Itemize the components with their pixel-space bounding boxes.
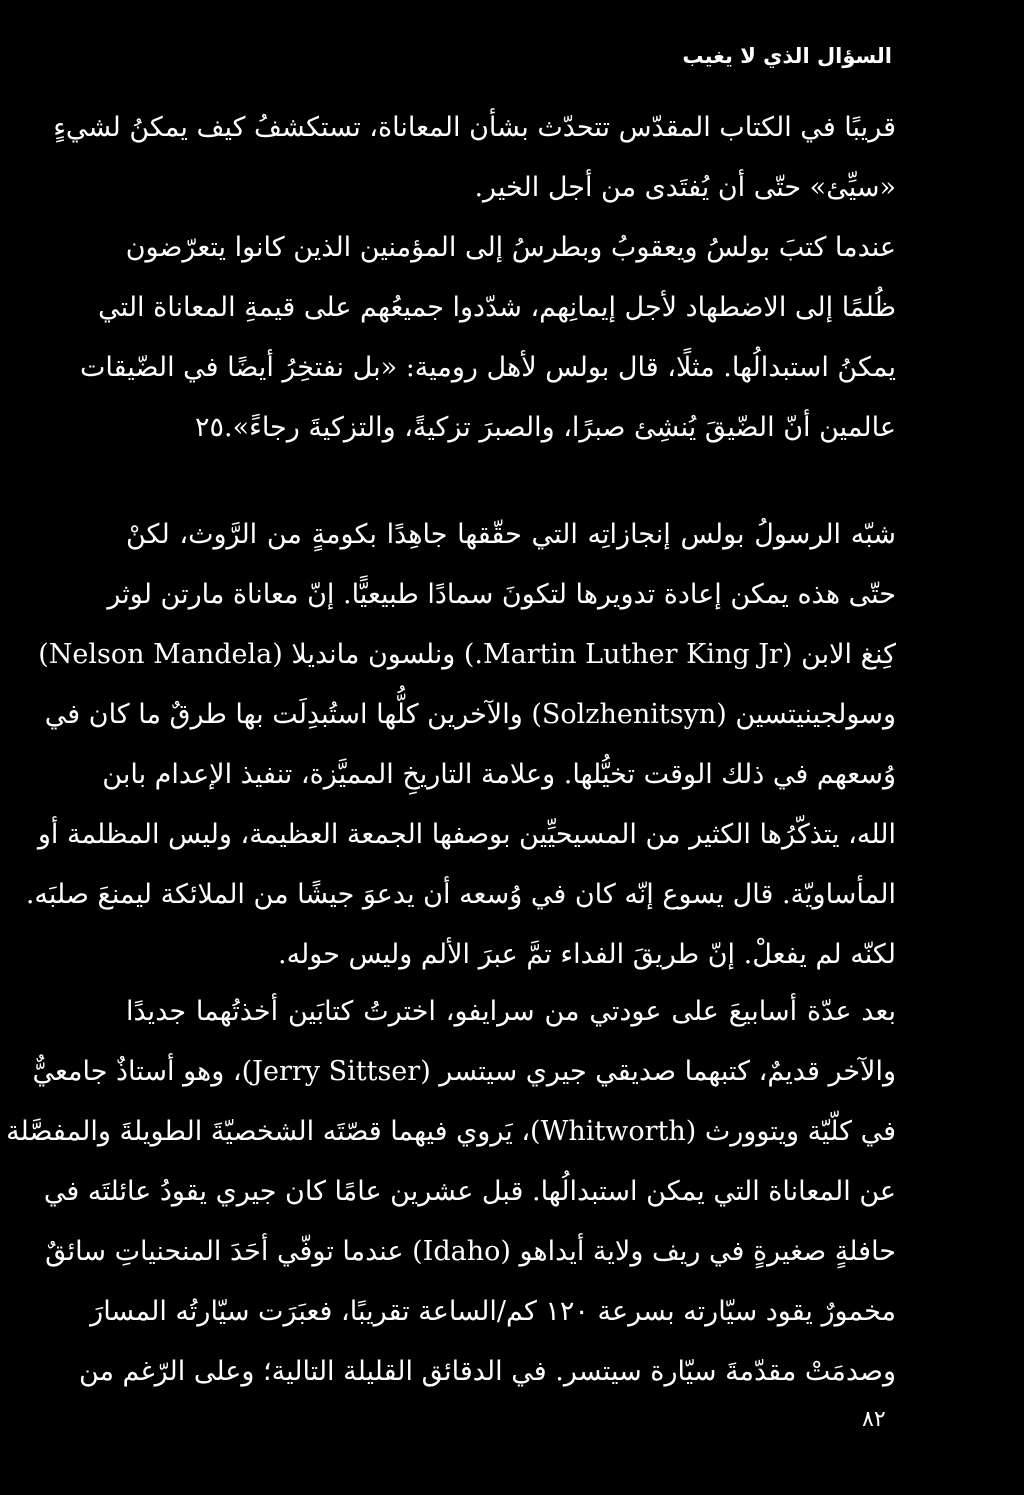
paragraph-3: [6, 982, 896, 1402]
text-line: والآخر قديمٌ، كتبهما صديقي جيري سيتسر (Jerry Sittser)، وهو أستاذٌ جامعيٌّ: [32, 1056, 896, 1087]
text-line: عندما كتبَ بولسُ ويعقوبُ وبطرسُ إلى المؤمنين الذين كانوا يتعرّضون: [125, 232, 896, 263]
text-line: عالمين أنّ الضّيقَ يُنشِئ صبرًا، والصبرَ تزكيةً، والتزكيةَ رجاءً».٢٥: [195, 412, 896, 443]
paragraph-2: [25, 505, 896, 985]
text-line: بعد عدّة أسابيعَ على عودتي من سرايفو، اخترتُ كتابَين أخذتُهما جديدًا: [126, 996, 896, 1027]
text-line: وسولجينيتسين (Solzhenitsyn) والآخرين كلُّها استُبدِلَت بها طرقٌ ما كان في: [44, 699, 896, 730]
text-line: شبّه الرسولُ بولس إنجازاتِه التي حقّقها جاهِدًا بكومةٍ من الرَّوث، لكنْ: [126, 519, 896, 550]
text-line: مخمورٌ يقود سيّارته بسرعة ١٢٠ كم/الساعة تقريبًا، فعبَرَت سيّارتُه المسارَ: [90, 1296, 896, 1327]
text-line: الله، يتذكّرُها الكثير من المسيحيِّين بوصفها الجمعة العظيمة، وليس المظلمة أو: [37, 819, 896, 850]
text-line: كِنغ الابن (Martin Luther King Jr.) ونلسون مانديلا (Nelson Mandela): [38, 639, 896, 670]
text-line: ظُلمًا إلى الاضطهاد لأجل إيمانِهم، شدّدوا جميعُهم على قيمةِ المعاناة التي: [98, 292, 896, 323]
text-line: قريبًا في الكتاب المقدّس تتحدّث بشأن المعاناة، تستكشفُ كيف يمكنُ لشيءٍ: [53, 112, 896, 143]
text-line: حافلةٍ صغيرةٍ في ريف ولاية أيداهو (Idaho) عندما توفّي أحَدَ المنحنياتِ سائقٌ: [45, 1236, 896, 1267]
paragraph-1: [53, 98, 896, 458]
text-line: وُسعهم في ذلك الوقت تخيُّلها. وعلامة التاريخِ المميَّزة، تنفيذ الإعدام بابن: [102, 759, 896, 790]
text-line: لكنّه لم يفعلْ. إنّ طريقَ الفداء تمَّ عبرَ الألم وليس حوله.: [277, 939, 896, 970]
text-line: عن المعاناة التي يمكن استبدالُها. قبل عشرين عامًا كان جيري يقودُ عائلتَه في: [43, 1176, 896, 1207]
text-line: «سيِّئ» حتّى أن يُفتَدى من أجل الخير.: [474, 172, 896, 203]
text-line: وصدمَتْ مقدّمةَ سيّارة سيتسر. في الدقائق القليلة التالية؛ وعلى الرّغم من: [78, 1356, 896, 1387]
text-line: حتّى هذه يمكن إعادة تدويرها لتكونَ سمادًا طبيعيًّا. إنّ معاناة مارتن لوثر: [107, 579, 896, 610]
text-line: في كلّيّة ويتوورث (Whitworth)، يَروي فيهما قصّتَه الشخصيّةَ الطويلةَ والمفصَّلة: [6, 1116, 896, 1147]
page-number: ٨٢: [862, 1407, 886, 1432]
running-title: السؤال الذي لا يغيب: [682, 44, 892, 68]
text-line: المأساويّة. قال يسوع إنّه كان في وُسعه أن يدعوَ جيشًا من الملائكة ليمنعَ صلبَه.: [25, 879, 896, 910]
text-line: يمكنُ استبدالُها. مثلًا، قال بولس لأهل رومية: «بل نفتخِرُ أيضًا في الضّيقات: [80, 352, 896, 383]
